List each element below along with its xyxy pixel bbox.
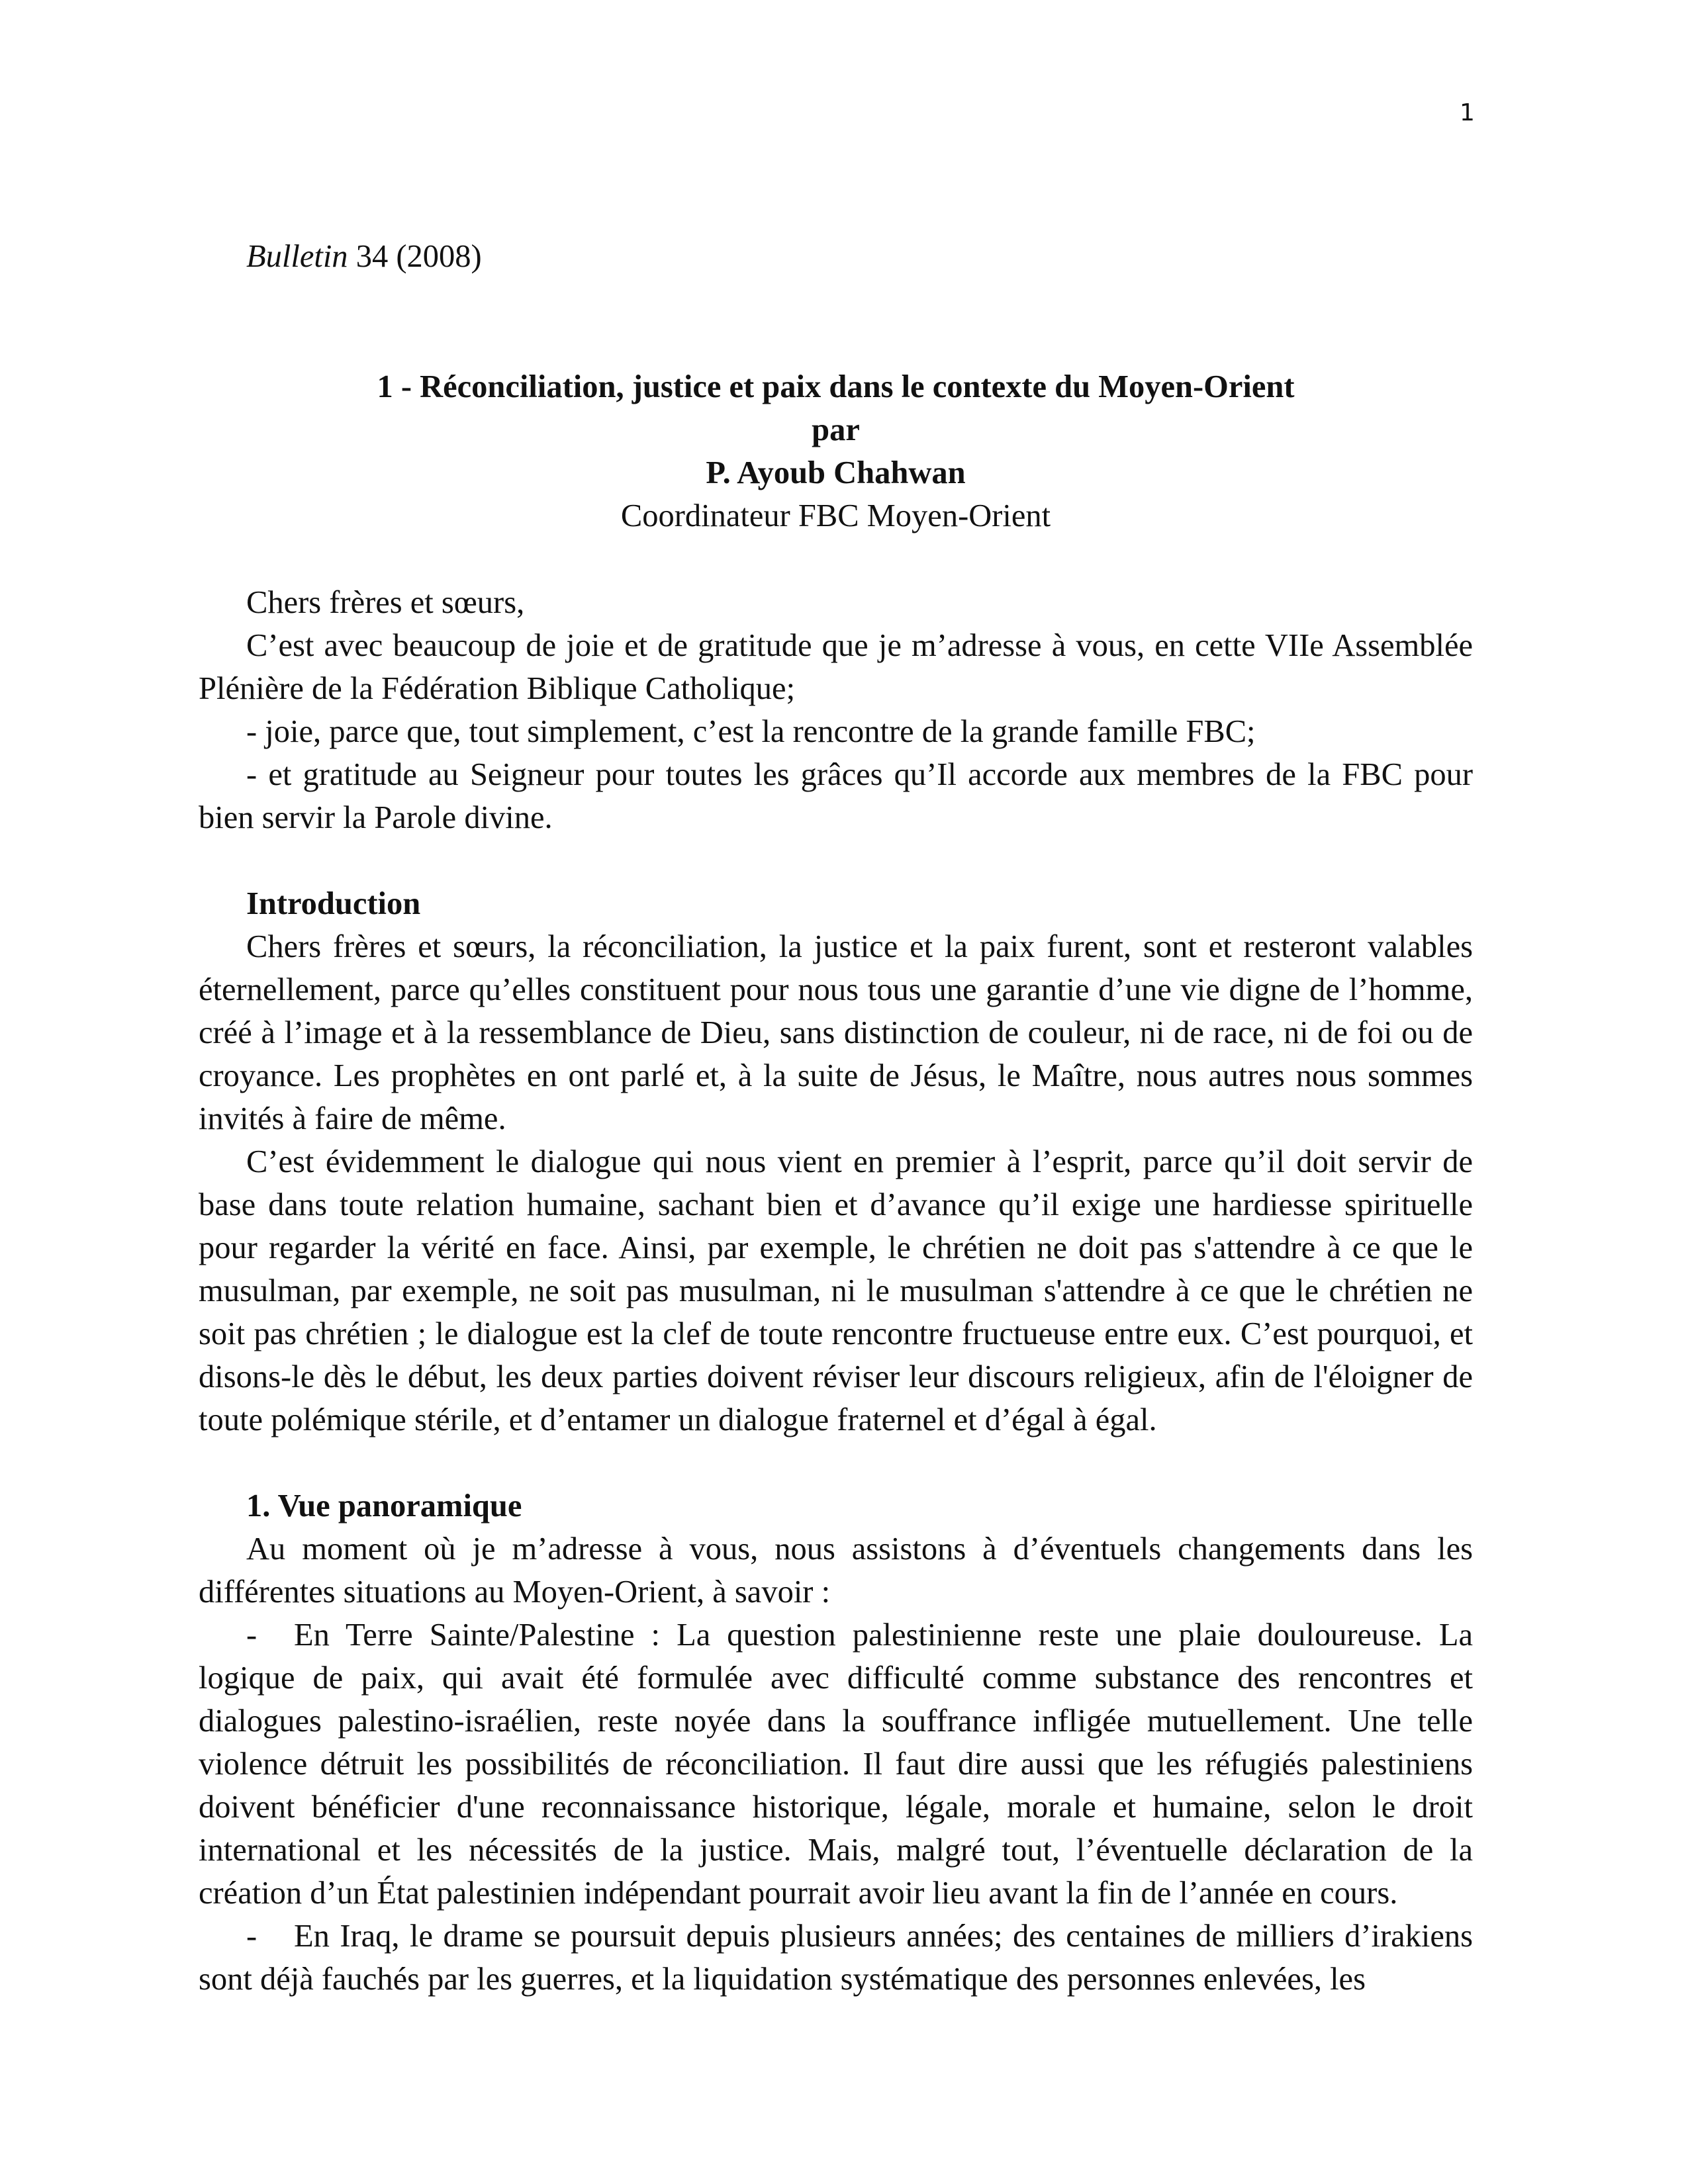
body-text: [199, 581, 1473, 2001]
salutation: Chers frères et sœurs,: [246, 585, 525, 620]
bulletin-issue: 34 (2008): [348, 239, 482, 274]
greeting-item-gratitude: - et gratitude au Seigneur pour toutes les grâces qu’Il accorde aux membres de la FBC pour bien servir la Parole divine.: [199, 757, 1473, 835]
author-name: P. Ayoub Chahwan: [706, 455, 966, 490]
introduction-heading: Introduction: [246, 886, 421, 921]
greeting-item-joy: - joie, parce que, tout simplement, c’est la rencontre de la grande famille FBC;: [246, 714, 1256, 749]
section-1-paragraph: Au moment où je m’adresse à vous, nous assistons à d’éventuels changements dans les différentes situations au Moyen-Orient, à savoir :: [199, 1531, 1473, 1610]
article-title: 1 - Réconciliation, justice et paix dans le contexte du Moyen-Orient: [377, 369, 1295, 404]
bulletin-name: Bulletin: [246, 239, 348, 274]
greeting-paragraph: C’est avec beaucoup de joie et de gratitude que je m’adresse à vous, en cette VIIe Assemblée Plénière de la Fédération Biblique Catholique;: [199, 628, 1473, 706]
bulletin-reference: [246, 235, 482, 278]
list-item-text: En Iraq, le drame se poursuit depuis plusieurs années; des centaines de milliers d’irakiens sont déjà fauchés par les guerres, et la liquidation systématique des personnes enlevées, les: [199, 1919, 1473, 1997]
section-1-heading: 1. Vue panoramique: [246, 1488, 522, 1524]
introduction-paragraph-2: C’est évidemment le dialogue qui nous vient en premier à l’esprit, parce qu’il doit servir de base dans toute relation humaine, sachant bien et d’avance qu’il exige une hardiesse spirituelle pour regarder la vérité en face. Ainsi, par exemple, le chrétien ne doit pas s'attendre à ce que le musulman, par exemple, ne soit pas musulman, ni le musulman s'attendre à ce que le chrétien ne soit pas chrétien ; le dialogue est la clef de toute rencontre fructueuse entre eux. C’est pourquoi, et disons-le dès le début, les deux parties doivent réviser leur discours religieux, afin de l'éloigner de toute polémique stérile, et d’entamer un dialogue fraternel et d’égal à égal.: [199, 1144, 1473, 1437]
title-block: [199, 365, 1473, 537]
page-number: 1: [1460, 99, 1475, 126]
dash-bullet: -: [246, 1919, 258, 1954]
author-role: Coordinateur FBC Moyen-Orient: [620, 498, 1051, 533]
introduction-paragraph-1: Chers frères et sœurs, la réconciliation, la justice et la paix furent, sont et resteront valables éternellement, parce qu’elles constituent pour nous tous une garantie d’une vie digne de l’homme, créé à l’image et à la ressemblance de Dieu, sans distinction de couleur, ni de race, ni de foi ou de croyance. Les prophètes en ont parlé et, à la suite de Jésus, le Maître, nous autres nous sommes invités à faire de même.: [199, 929, 1473, 1136]
by-label: par: [812, 412, 860, 447]
list-item-palestine: [199, 1614, 1473, 1915]
dash-bullet: -: [246, 1617, 258, 1653]
list-item-iraq: [199, 1915, 1473, 2001]
list-item-text: En Terre Sainte/Palestine : La question palestinienne reste une plaie douloureuse. La logique de paix, qui avait été formulée avec difficulté comme substance des rencontres et dialogues palestino-israélien, reste noyée dans la souffrance infligée mutuellement. Une telle violence détruit les possibilités de réconciliation. Il faut dire aussi que les réfugiés palestiniens doivent bénéficier d'une reconnaissance historique, légale, morale et humaine, selon le droit international et les nécessités de la justice. Mais, malgré tout, l’éventuelle déclaration de la création d’un État palestinien indépendant pourrait avoir lieu avant la fin de l’année en cours.: [199, 1617, 1473, 1911]
